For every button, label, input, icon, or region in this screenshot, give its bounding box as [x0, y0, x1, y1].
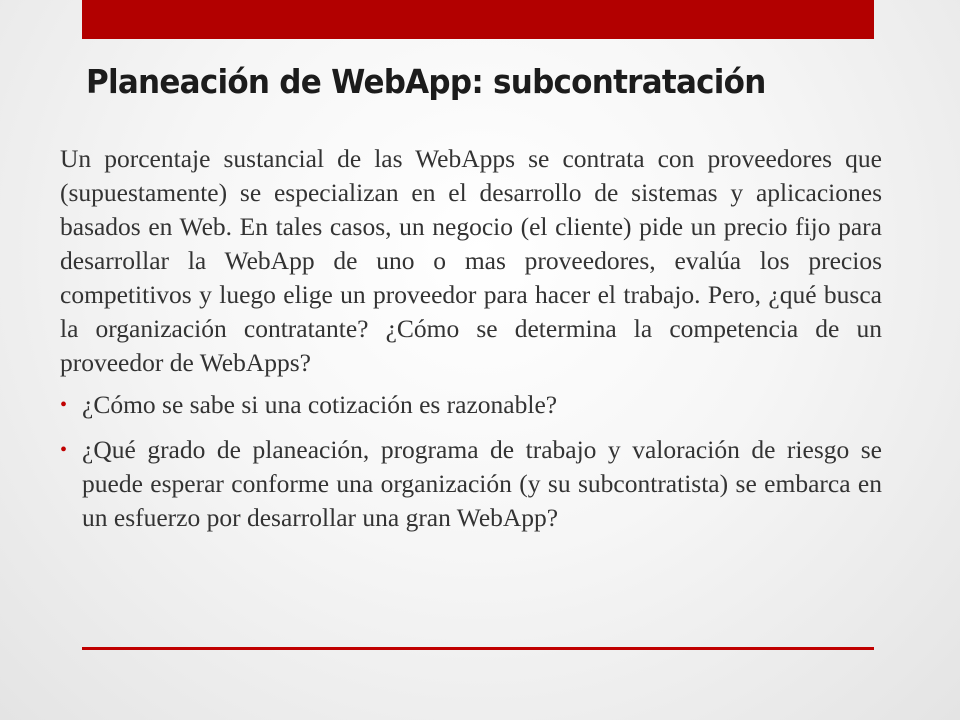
bullet-item — [60, 388, 882, 422]
top-accent-bar — [82, 0, 874, 39]
slide-body — [60, 142, 882, 546]
bullet-text: ¿Qué grado de planeación, programa de trabajo y valoración de riesgo se puede esperar conforme una organización (y su subcontratista) se embarca en un esfuerzo por desarrollar una gran WebApp? — [82, 435, 882, 532]
slide-title: Planeación de WebApp: subcontratación — [86, 62, 766, 101]
bullet-icon: • — [60, 394, 68, 416]
bullet-list — [60, 388, 882, 535]
bullet-icon: • — [60, 439, 68, 461]
body-paragraph: Un porcentaje sustancial de las WebApps se contrata con proveedores que (supuestamente) se especializan en el desarrollo de sistemas y aplicaciones basados en Web. En tales casos, un negocio (el cliente) pide un precio fijo para desarrollar la WebApp de uno o mas proveedores, evalúa los precios competitivos y luego elige un proveedor para hacer el trabajo. Pero, ¿qué busca la organización contratante? ¿Cómo se determina la competencia de un proveedor de WebApps? — [60, 144, 882, 377]
bullet-text: ¿Cómo se sabe si una cotización es razonable? — [82, 390, 558, 419]
bottom-accent-line — [82, 647, 874, 650]
bullet-item — [60, 433, 882, 535]
